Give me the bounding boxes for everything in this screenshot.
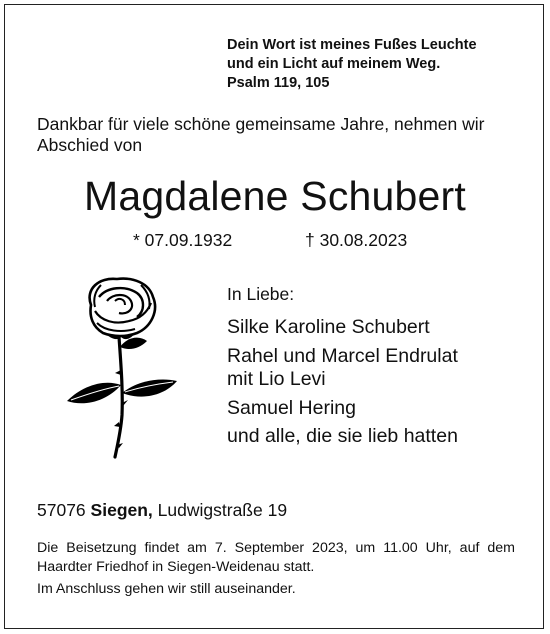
farewell-note: Im Anschluss gehen wir still auseinander. [37,581,296,597]
funeral-info: Die Beisetzung findet am 7. September 2023, um 11.00 Uhr, auf dem Haardter Friedhof in Siegen-Weidenau statt. [37,540,515,575]
quote-line-1: Dein Wort ist meines Fußes Leuchte [227,37,477,53]
mourner-name: Silke Karoline Schubert [227,316,430,338]
address-city: Siegen, [90,500,153,520]
address-street: Ludwigstraße 19 [157,500,288,520]
mourner-name: Samuel Hering [227,396,356,419]
family-address [37,500,287,521]
mourners-list [227,316,527,454]
address-postcode: 57076 [37,500,86,520]
deceased-name: Magdalene Schubert [84,173,466,219]
mourner-name: und alle, die sie lieb hatten [227,425,458,447]
bible-quote [227,36,477,93]
mourner-name: Rahel und Marcel Endrulat [227,344,458,367]
quote-line-2: und ein Licht auf meinem Weg. [227,56,441,72]
thanks-text: Dankbar für viele schöne gemeinsame Jahre, nehmen wir Abschied von [37,114,485,155]
mourners-label: In Liebe: [227,284,295,304]
rose-icon [55,275,205,460]
birth-date: * 07.09.1932 [133,230,233,250]
quote-source: Psalm 119, 105 [227,75,330,91]
mourner-name: mit Lio Levi [227,368,326,390]
death-date: † 30.08.2023 [305,230,408,250]
